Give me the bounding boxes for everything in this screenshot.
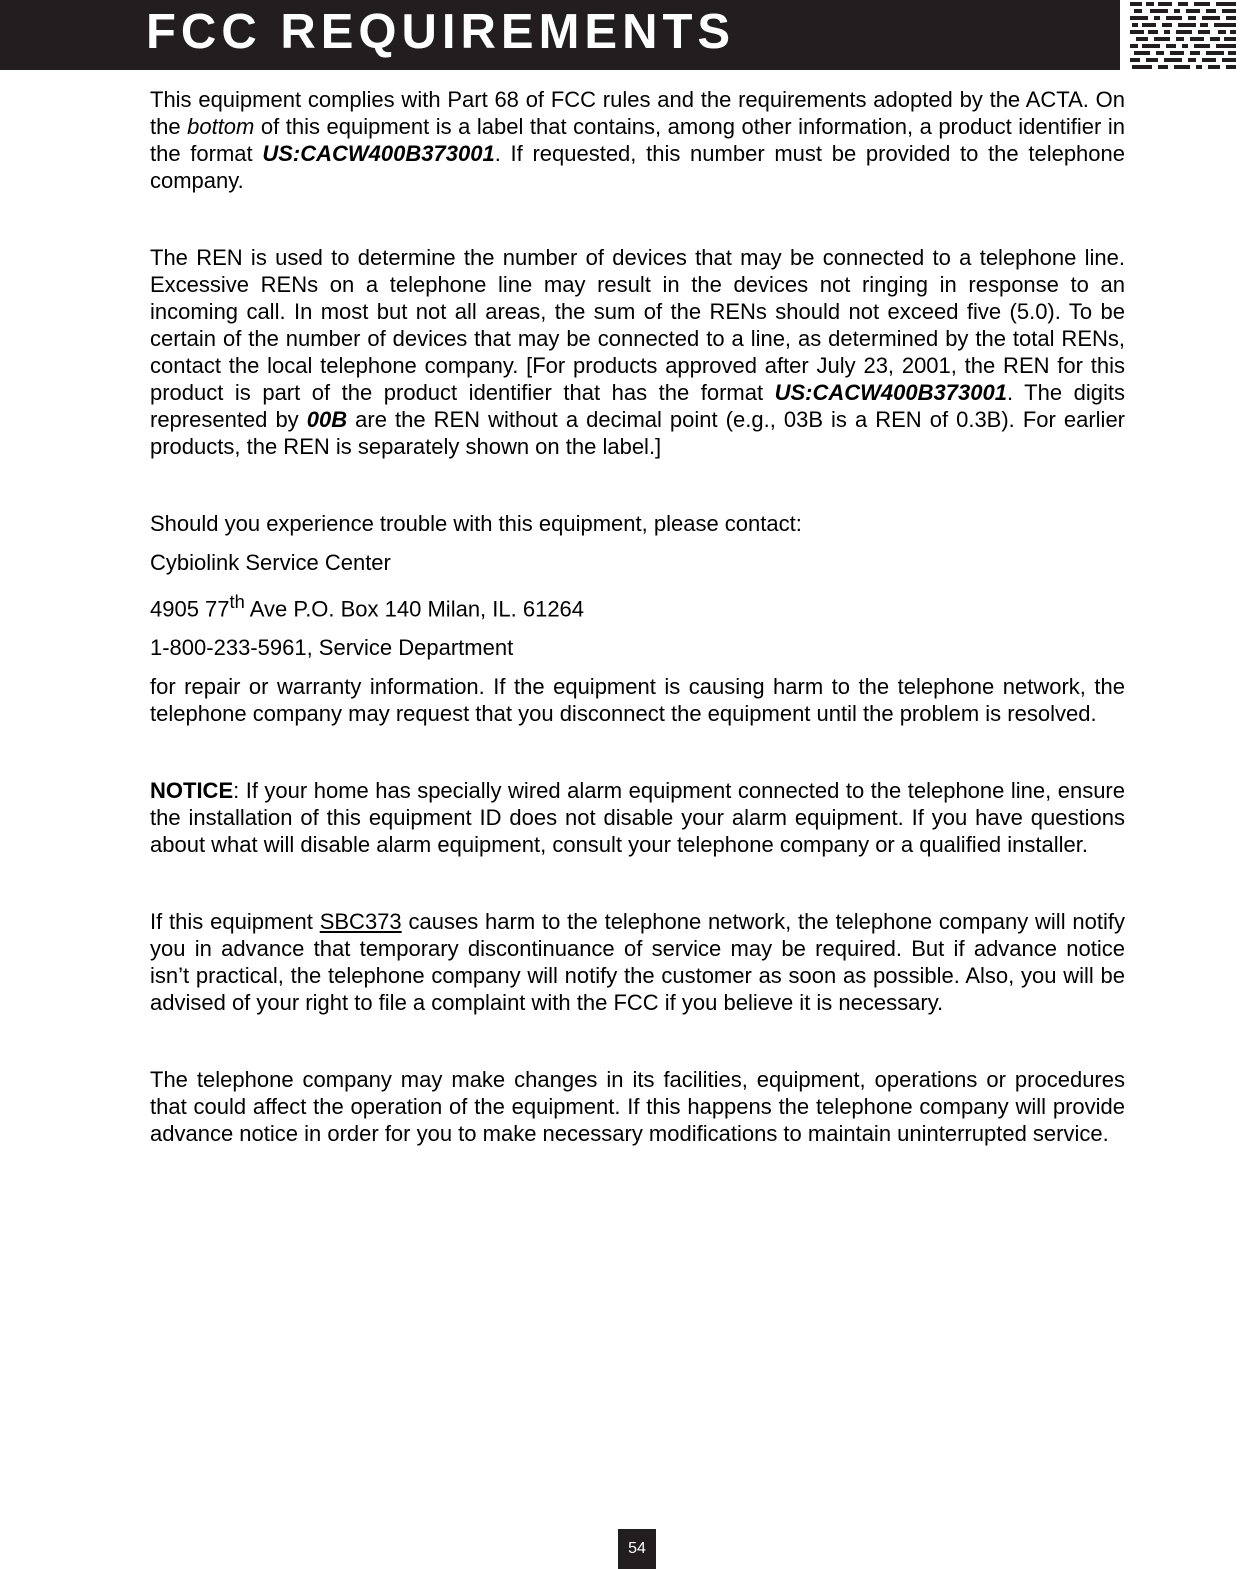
page-number: 54 <box>618 1529 656 1569</box>
paragraph-harm: If this equipment SBC373 causes harm to the telephone network, the telephone company will notify you in advance that temporary discontinuance of service may be required. But if advance notice isn’t practical, the telephone company will notify the customer as soon as possible. Also, you will be advised of your right to file a complaint with the FCC if you believe it is necessary. <box>150 909 1125 1016</box>
paragraph-repair: for repair or warranty information. If the equipment is causing harm to the telephone network, the telephone company may request that you disconnect the equipment until the problem is resolved. <box>150 674 1125 727</box>
service-phone: 1-800-233-5961, Service Department <box>150 635 514 661</box>
contact-intro: Should you experience trouble with this equipment, please contact: <box>150 511 802 536</box>
service-center-name: Cybiolink Service Center <box>150 550 391 575</box>
page-title: FCC REQUIREMENTS <box>146 5 736 59</box>
paragraph-ren: The REN is used to determine the number of devices that may be connected to a telephone line. Excessive RENs on a telephone line may result in the devices not ringing in response to an incoming call. In most but not all areas, the sum of the RENs should not exceed five (5.0). To be certain of the number of devices that may be connected to a line, as determined by the total RENs, contact the local telephone company. [For products approved after July 23, 2001, the REN for this product is part of the product identifier that has the format US:CACW400B373001. The digits represented by 00B are the REN without a decimal point (e.g., 03B is a REN of 0.3B). For earlier products, the REN is separately shown on the label.] <box>150 245 1126 459</box>
paragraph-notice: NOTICE: If your home has specially wired alarm equipment connected to the telephone line, ensure the installation of this equipment ID does not disable your alarm equipment. If you have questions about what will disable alarm equipment, consult your telephone company or a qualified installer. <box>150 778 1125 858</box>
paragraph-changes: The telephone company may make changes in its facilities, equipment, operations or procedures that could affect the operation of the equipment. If this happens the telephone company will provide advance notice in order for you to make necessary modifications to maintain uninterrupted service. <box>150 1067 1125 1147</box>
notice-label: NOTICE <box>150 778 234 804</box>
decorative-pattern <box>1128 0 1240 70</box>
ren-digits: 00B <box>306 407 348 432</box>
service-center-address: 4905 77th Ave P.O. Box 140 Milan, IL. 61264 <box>150 591 585 622</box>
product-identifier: US:CACW400B373001 <box>262 141 495 166</box>
product-identifier: US:CACW400B373001 <box>774 380 1007 405</box>
emphasis-bottom: bottom <box>187 114 255 139</box>
document-body <box>150 86 1125 1147</box>
paragraph-part68: This equipment complies with Part 68 of FCC rules and the requirements adopted by the ACTA. On the bottom of this equipment is a label that contains, among other information, a product identifier in the format US:CACW400B373001. If requested, this number must be provided to the telephone company. <box>150 87 1126 193</box>
model-number: SBC373 <box>319 909 402 935</box>
header-bar <box>0 0 1120 70</box>
ordinal-suffix: th <box>229 591 245 612</box>
